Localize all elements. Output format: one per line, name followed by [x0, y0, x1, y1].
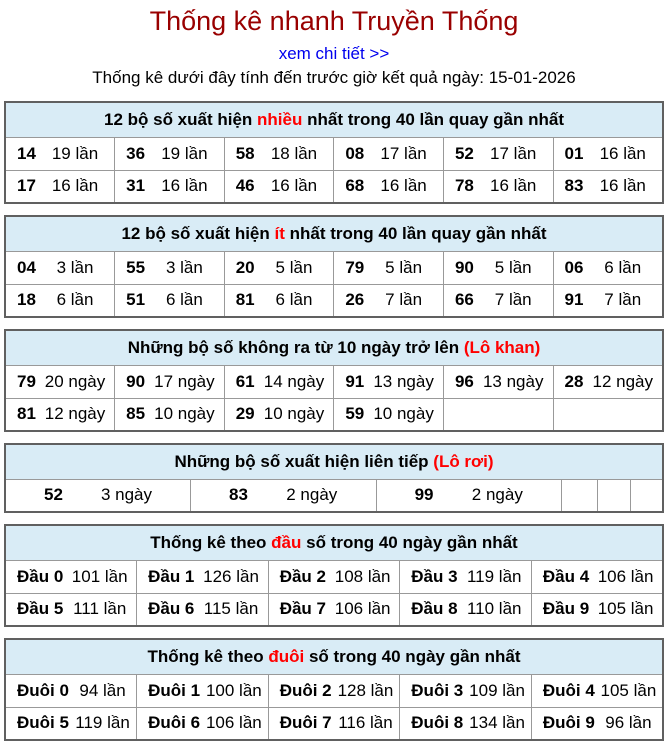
stat-number: 55 [126, 257, 146, 277]
stat-cell [531, 674, 663, 707]
stat-number: Đầu 9 [542, 599, 590, 619]
stat-count: 108 lần [334, 566, 391, 586]
stat-count: 94 lần [79, 680, 126, 700]
table-title-part: số trong 40 ngày gần nhất [304, 646, 521, 666]
stat-number: 90 [454, 257, 474, 277]
table-title [5, 525, 663, 560]
table-title-part: 12 bộ số xuất hiện [121, 223, 275, 243]
empty-cell [562, 479, 598, 512]
stat-cell [443, 251, 553, 284]
stat-count: 10 ngày [373, 404, 434, 424]
stat-cell-content [444, 144, 553, 164]
detail-link[interactable]: xem chi tiết >> [278, 44, 390, 63]
stat-number: 99 [414, 485, 434, 505]
stat-count: 105 lần [600, 680, 657, 700]
stat-cell-content [115, 176, 224, 196]
stat-number: 61 [235, 371, 255, 391]
stat-cell [137, 593, 269, 626]
table-title-highlight: đầu [271, 532, 302, 552]
stat-cell [400, 560, 532, 593]
stat-number: Đuôi 4 [542, 680, 595, 700]
table-title-highlight: nhiều [257, 109, 303, 129]
stat-count: 3 ngày [100, 485, 152, 505]
stat-cell [400, 593, 532, 626]
stat-number: Đuôi 7 [279, 713, 332, 733]
stat-number: Đuôi 0 [17, 680, 69, 700]
stat-count: 115 lần [203, 599, 259, 619]
stat-cell-content [225, 404, 334, 424]
stat-count: 3 lần [165, 257, 203, 277]
table-title [5, 330, 663, 365]
stat-cell [334, 365, 444, 398]
stat-cell-content [6, 404, 114, 424]
stat-cell-content [554, 372, 662, 392]
stat-cell-content [137, 713, 268, 733]
stat-cell-content [334, 290, 443, 310]
stat-cell [334, 284, 444, 317]
stat-cell [5, 479, 191, 512]
stat-cell [224, 251, 334, 284]
table-title-part: nhất trong 40 lần quay gần nhất [284, 223, 547, 243]
stat-count: 20 ngày [44, 371, 106, 391]
stat-cell [334, 251, 444, 284]
table-title [5, 444, 663, 479]
stat-cell [443, 170, 553, 203]
stat-cell [5, 284, 115, 317]
stat-number: Đầu 4 [542, 566, 590, 586]
stat-cell-content [6, 258, 114, 278]
stat-number: 52 [454, 143, 474, 163]
stat-cell-content [334, 372, 443, 392]
stats-date-note: Thống kê dưới đây tính đến trước giờ kết quả ngày: 15-01-2026 [92, 68, 576, 87]
stat-cell-content [6, 176, 114, 196]
stat-number: 20 [235, 257, 255, 277]
stat-cell [5, 398, 115, 431]
stat-cell-content [6, 567, 136, 587]
stat-count: 111 lần [73, 599, 127, 619]
stat-number: 01 [564, 143, 584, 163]
stat-count: 19 lần [51, 143, 99, 163]
stat-count: 16 lần [599, 176, 646, 196]
stat-cell [224, 398, 334, 431]
stat-number: Đầu 3 [411, 566, 458, 586]
stat-count: 106 lần [205, 713, 262, 733]
stat-count: 2 ngày [286, 485, 338, 505]
stat-count: 6 lần [275, 290, 313, 310]
stat-number: 52 [44, 485, 63, 505]
stat-number: 18 [17, 290, 36, 310]
page-title: Thống kê nhanh Truyền Thống [149, 6, 519, 36]
stat-number: 78 [454, 176, 474, 196]
stat-cell-content [6, 372, 114, 392]
stat-number: Đuôi 8 [411, 713, 464, 733]
stat-cell-content [137, 599, 268, 619]
stat-cell-content [137, 567, 268, 587]
stat-cell [5, 593, 137, 626]
stat-number: 83 [564, 176, 584, 196]
stat-cell-content [444, 176, 553, 196]
stat-count: 105 lần [597, 599, 654, 619]
table-row [5, 137, 663, 170]
stat-number: Đuôi 3 [411, 680, 464, 700]
stat-cell [137, 560, 269, 593]
stat-cell-content [115, 290, 224, 310]
stat-number: 29 [235, 404, 255, 424]
stat-cell-content [377, 485, 562, 505]
stat-cell [376, 479, 562, 512]
stat-count: 17 lần [380, 143, 427, 163]
stat-count: 6 lần [604, 257, 642, 277]
stat-cell [400, 707, 532, 740]
stat-cell-content [137, 681, 268, 701]
stat-count: 106 lần [334, 599, 391, 619]
stat-cell [115, 170, 225, 203]
empty-cell [553, 398, 663, 431]
stat-count: 12 ngày [44, 404, 106, 424]
stat-cell-content [225, 176, 334, 196]
empty-cell [630, 479, 663, 512]
stat-cell [268, 593, 400, 626]
table-title-highlight: (Lô rơi) [433, 451, 494, 471]
table-title [5, 102, 663, 137]
stat-cell-content [225, 144, 334, 164]
stat-cell [115, 365, 225, 398]
stat-cell [115, 284, 225, 317]
table-title-highlight: ít [274, 223, 285, 243]
stat-cell [137, 707, 269, 740]
stat-number: Đầu 1 [148, 566, 195, 586]
stat-number: 58 [235, 143, 255, 163]
stat-cell [137, 674, 269, 707]
stat-number: 85 [126, 404, 146, 424]
stat-number: Đuôi 9 [542, 713, 595, 733]
stat-cell-content [400, 713, 531, 733]
stat-number: 31 [126, 176, 146, 196]
stat-cell [334, 170, 444, 203]
stat-cell-content [225, 290, 334, 310]
stat-cell-content [6, 144, 114, 164]
table-lo-khan [4, 329, 664, 432]
table-row [5, 398, 663, 431]
stat-cell [553, 284, 663, 317]
stat-number: 59 [345, 404, 365, 424]
stat-count: 10 ngày [154, 404, 215, 424]
stat-cell [443, 365, 553, 398]
stat-number: 28 [564, 371, 584, 391]
stat-number: 66 [454, 290, 474, 310]
stat-count: 7 lần [494, 290, 532, 310]
stat-number: Đầu 7 [279, 599, 326, 619]
stat-cell [115, 137, 225, 170]
stat-number: 81 [17, 404, 36, 424]
table-duoi-stats [4, 638, 664, 741]
stat-cell-content [532, 681, 662, 701]
stat-number: 06 [564, 257, 584, 277]
empty-cell [443, 398, 553, 431]
stat-number: 68 [345, 176, 365, 196]
stat-cell [268, 560, 400, 593]
stat-cell [224, 284, 334, 317]
stat-cell [553, 137, 663, 170]
stat-number: 83 [229, 485, 248, 505]
stat-count: 7 lần [604, 290, 642, 310]
stat-cell-content [532, 713, 662, 733]
stat-cell-content [334, 404, 443, 424]
stat-count: 18 lần [270, 143, 318, 163]
stat-number: Đầu 8 [411, 599, 458, 619]
stat-number: 17 [17, 176, 36, 196]
stat-number: Đầu 2 [279, 566, 326, 586]
stat-number: Đầu 6 [148, 599, 195, 619]
empty-cell [597, 479, 630, 512]
page [0, 6, 668, 741]
table-title-part: 12 bộ số xuất hiện [103, 109, 258, 129]
stat-cell [531, 593, 663, 626]
stat-count: 14 ngày [263, 371, 325, 391]
stat-cell [5, 365, 115, 398]
stat-cell-content [269, 681, 400, 701]
stat-cell [553, 365, 663, 398]
stat-count: 5 lần [494, 257, 532, 277]
table-title-highlight: (Lô khan) [463, 337, 541, 357]
stat-cell-content [400, 567, 531, 587]
table-row [5, 284, 663, 317]
table-row [5, 251, 663, 284]
stat-number: 46 [235, 176, 255, 196]
stat-number: Đầu 0 [17, 566, 64, 586]
stat-count: 16 lần [270, 176, 318, 196]
stat-cell-content [334, 144, 443, 164]
stat-cell-content [554, 258, 662, 278]
stat-number: 81 [235, 290, 255, 310]
stat-cell [224, 170, 334, 203]
stat-number: 04 [17, 257, 36, 277]
stat-cell [5, 170, 115, 203]
stat-cell-content [115, 372, 224, 392]
stat-cell [224, 137, 334, 170]
stat-count: 134 lần [469, 713, 525, 733]
stat-cell [191, 479, 377, 512]
stat-cell-content [444, 258, 553, 278]
stat-cell-content [400, 681, 531, 701]
stat-cell [334, 398, 444, 431]
stat-count: 13 ngày [373, 371, 434, 391]
stat-cell [5, 137, 115, 170]
stat-count: 101 lần [71, 566, 128, 586]
stat-cell [5, 560, 137, 593]
table-row [5, 593, 663, 626]
stat-cell-content [400, 599, 531, 619]
stat-cell [115, 251, 225, 284]
stat-count: 119 lần [466, 566, 522, 586]
stat-number: 14 [17, 143, 36, 163]
stat-cell-content [115, 404, 224, 424]
stat-number: Đuôi 5 [17, 713, 69, 733]
stat-count: 17 lần [490, 143, 537, 163]
stat-cell-content [532, 567, 662, 587]
stat-cell-content [269, 599, 400, 619]
stat-count: 16 lần [380, 176, 427, 196]
stat-count: 96 lần [605, 713, 652, 733]
stat-cell-content [191, 485, 376, 505]
stat-count: 7 lần [385, 290, 423, 310]
stat-count: 5 lần [385, 257, 423, 277]
stat-cell [443, 284, 553, 317]
stat-cell-content [6, 713, 136, 733]
stat-count: 16 lần [51, 176, 99, 196]
table-title-part: Thống kê theo [147, 646, 269, 666]
stat-number: 90 [126, 371, 146, 391]
stat-cell [553, 170, 663, 203]
stat-cell-content [269, 713, 400, 733]
stat-cell-content [554, 290, 662, 310]
stat-cell-content [225, 372, 334, 392]
stat-count: 119 lần [75, 713, 130, 733]
stat-count: 17 ngày [154, 371, 215, 391]
table-title-highlight: đuôi [268, 646, 305, 666]
table-title-part: Những bộ số không ra từ 10 ngày trở lên [127, 337, 464, 357]
stat-count: 126 lần [203, 566, 259, 586]
stat-number: 79 [17, 371, 36, 391]
stat-count: 2 ngày [471, 485, 523, 505]
stat-cell [553, 251, 663, 284]
table-row [5, 365, 663, 398]
stat-cell-content [6, 290, 114, 310]
table-title-part: số trong 40 ngày gần nhất [301, 532, 518, 552]
stat-cell-content [269, 567, 400, 587]
stat-number: Đuôi 6 [148, 713, 201, 733]
stat-cell-content [532, 599, 662, 619]
stat-cell [224, 365, 334, 398]
stat-number: 26 [345, 290, 365, 310]
stat-count: 128 lần [337, 680, 394, 700]
stat-count: 6 lần [165, 290, 203, 310]
stat-number: 91 [564, 290, 584, 310]
stat-count: 5 lần [275, 257, 313, 277]
stat-count: 19 lần [161, 143, 208, 163]
table-title-part: Thống kê theo [150, 532, 272, 552]
stat-count: 16 lần [490, 176, 537, 196]
stat-count: 16 lần [599, 143, 646, 163]
stat-number: Đầu 5 [17, 599, 64, 619]
stat-cell-content [6, 485, 190, 505]
table-most-frequent [4, 101, 664, 204]
table-title [5, 639, 663, 674]
table-row [5, 707, 663, 740]
stat-number: Đuôi 1 [148, 680, 201, 700]
stat-count: 110 lần [466, 599, 522, 619]
table-row [5, 170, 663, 203]
stat-cell [334, 137, 444, 170]
stat-count: 100 lần [205, 680, 262, 700]
stat-number: Đuôi 2 [279, 680, 332, 700]
table-title-part: Những bộ số xuất hiện liên tiếp [174, 451, 434, 471]
stat-cell [268, 674, 400, 707]
stat-cell [443, 137, 553, 170]
tables [0, 101, 668, 741]
table-dau-stats [4, 524, 664, 627]
stat-number: 51 [126, 290, 146, 310]
stat-cell-content [444, 290, 553, 310]
table-row [5, 560, 663, 593]
table-title [5, 216, 663, 251]
stat-cell [115, 398, 225, 431]
stat-cell [531, 707, 663, 740]
stat-count: 6 lần [56, 290, 94, 310]
stat-cell [5, 674, 137, 707]
table-title-part: nhất trong 40 lần quay gần nhất [302, 109, 565, 129]
stat-number: 08 [345, 143, 365, 163]
stat-cell [531, 560, 663, 593]
stat-count: 106 lần [597, 566, 654, 586]
stat-cell-content [115, 258, 224, 278]
stat-count: 13 ngày [482, 371, 544, 391]
stat-number: 96 [454, 371, 474, 391]
stat-count: 3 lần [56, 257, 94, 277]
stat-cell-content [334, 176, 443, 196]
stat-cell-content [225, 258, 334, 278]
stat-count: 16 lần [161, 176, 208, 196]
stat-cell-content [115, 144, 224, 164]
table-lo-roi [4, 443, 664, 513]
stat-number: 91 [345, 371, 365, 391]
stat-number: 36 [126, 143, 146, 163]
table-row [5, 674, 663, 707]
stat-cell-content [444, 372, 553, 392]
stat-count: 10 ngày [263, 404, 325, 424]
stat-cell [5, 707, 137, 740]
stat-count: 12 ngày [592, 371, 653, 391]
table-row [5, 479, 663, 512]
stat-cell-content [334, 258, 443, 278]
stat-number: 79 [345, 257, 365, 277]
stat-cell-content [6, 599, 136, 619]
stat-cell [268, 707, 400, 740]
stat-count: 116 lần [338, 713, 393, 733]
table-least-frequent [4, 215, 664, 318]
stat-cell-content [554, 144, 662, 164]
stat-cell [400, 674, 532, 707]
stat-cell-content [6, 681, 136, 701]
stat-cell-content [554, 176, 662, 196]
stat-cell [5, 251, 115, 284]
stat-count: 109 lần [469, 680, 525, 700]
